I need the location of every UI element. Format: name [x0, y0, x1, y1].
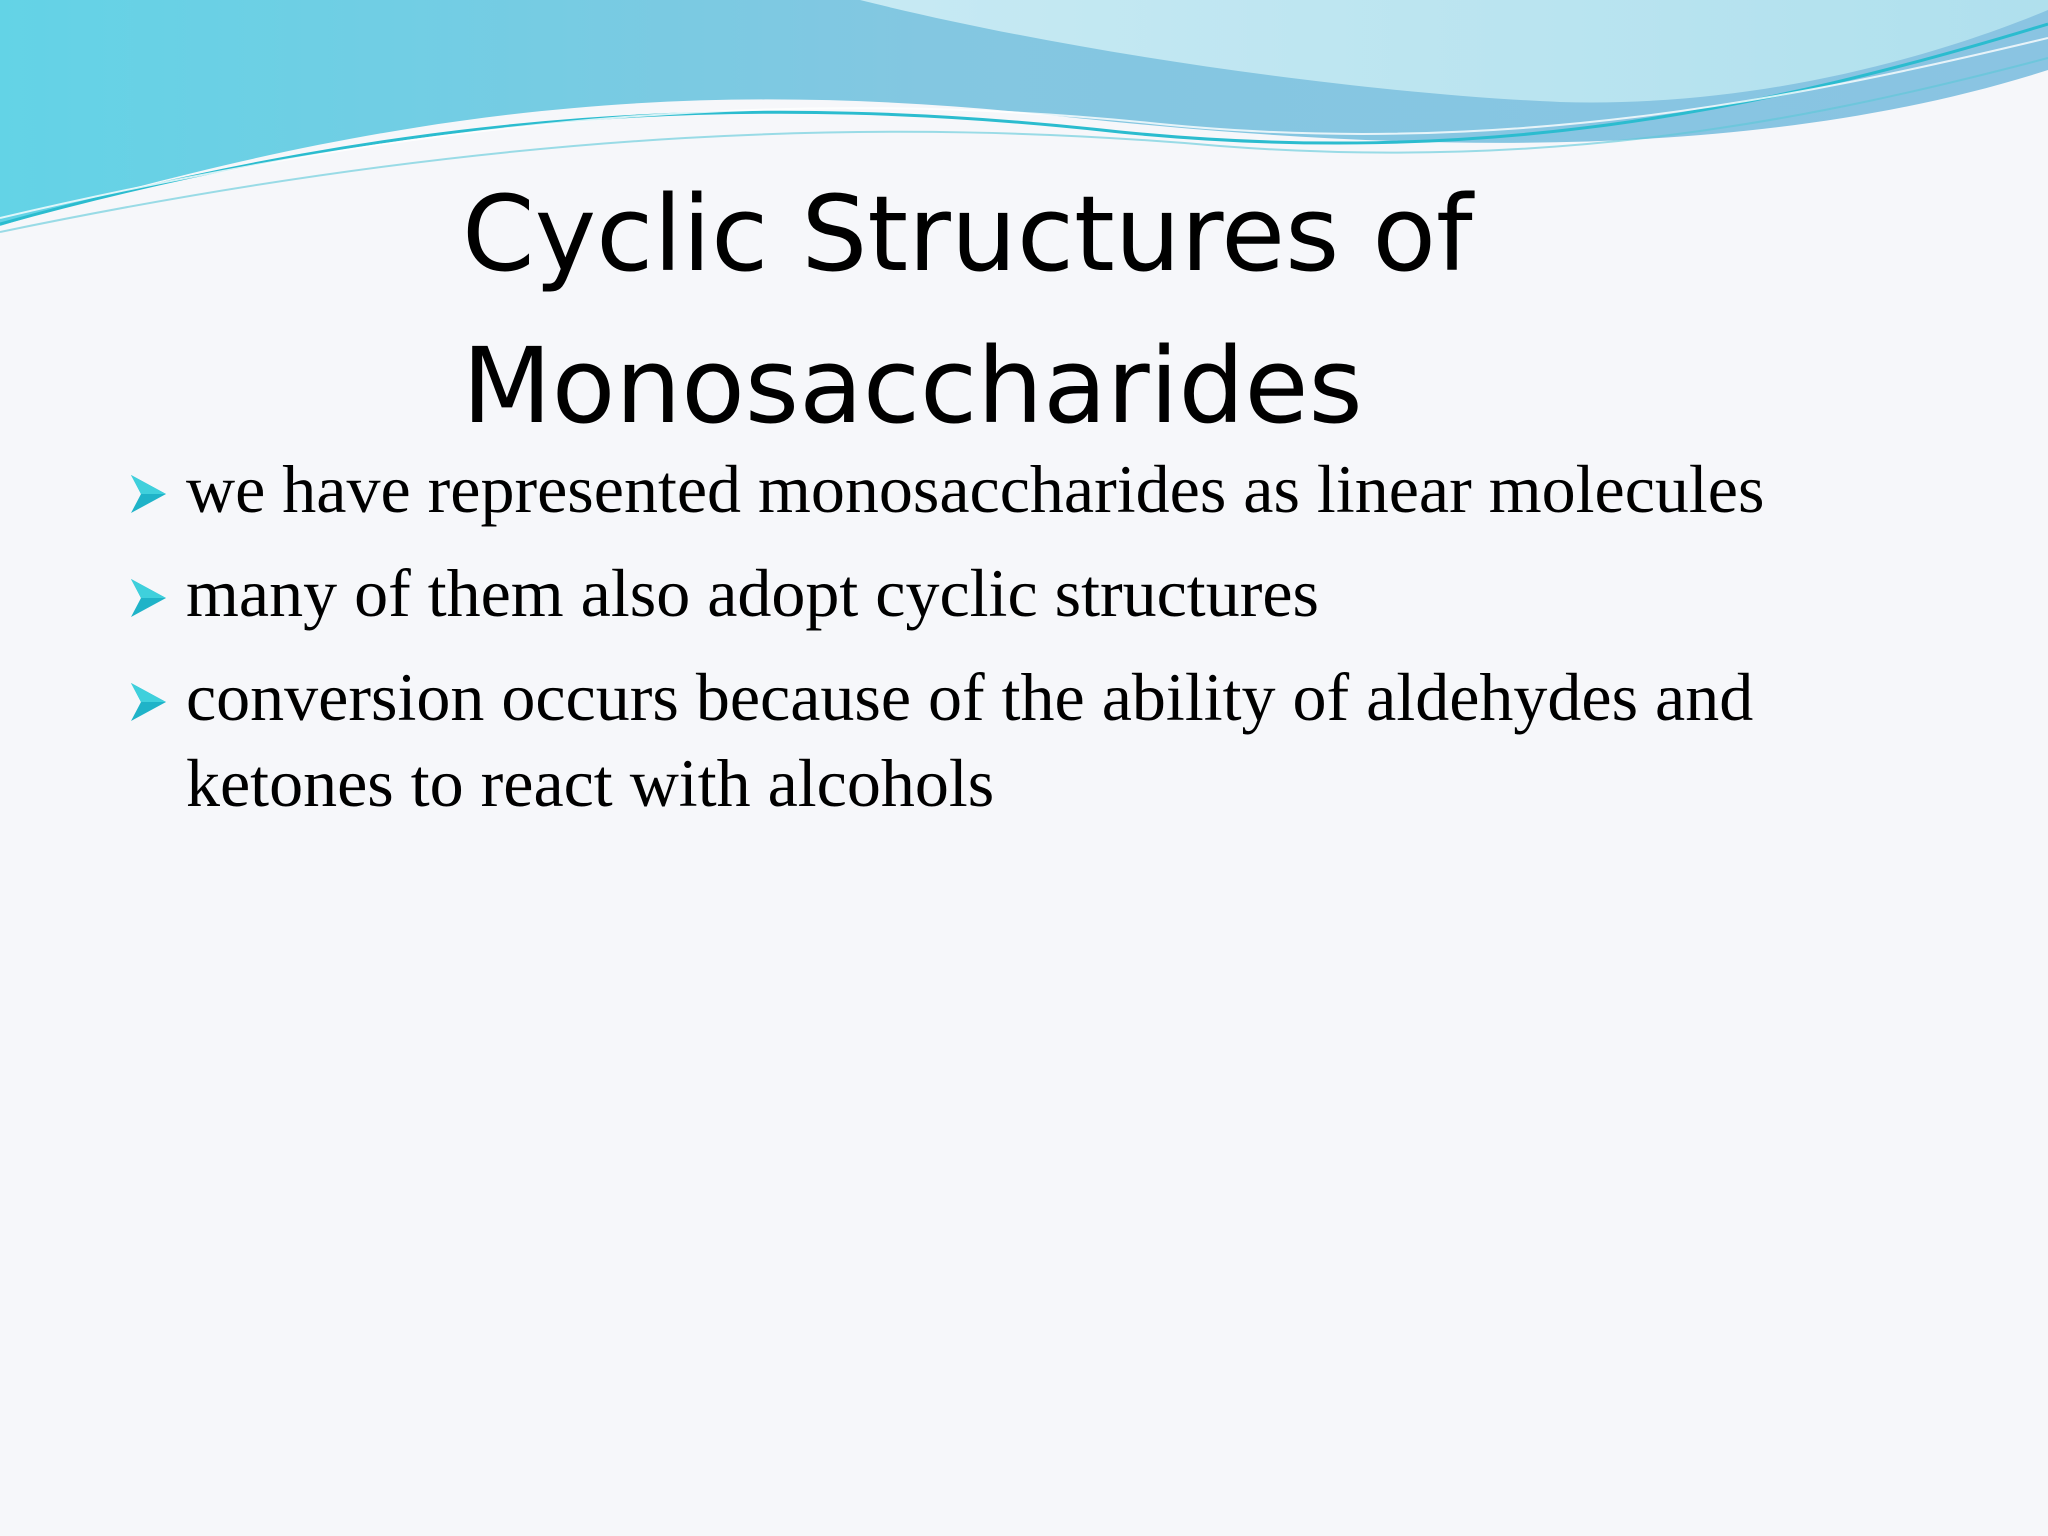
- slide-title: Cyclic Structures of Monosaccharides: [462, 173, 1473, 447]
- arrowhead-icon: [126, 471, 172, 517]
- bullet-item: [126, 654, 1926, 826]
- bullet-text: many of them also adopt cyclic structures: [186, 555, 1319, 631]
- bullet-item: [126, 446, 1926, 532]
- bullet-list: [126, 446, 1926, 844]
- arrowhead-icon: [126, 575, 172, 621]
- bullet-text: conversion occurs because of the ability of aldehydes and ketones to react with alcohols: [186, 659, 1754, 821]
- bullet-text: we have represented monosaccharides as linear molecules: [186, 451, 1765, 527]
- bullet-item: [126, 550, 1926, 636]
- arrowhead-icon: [126, 679, 172, 725]
